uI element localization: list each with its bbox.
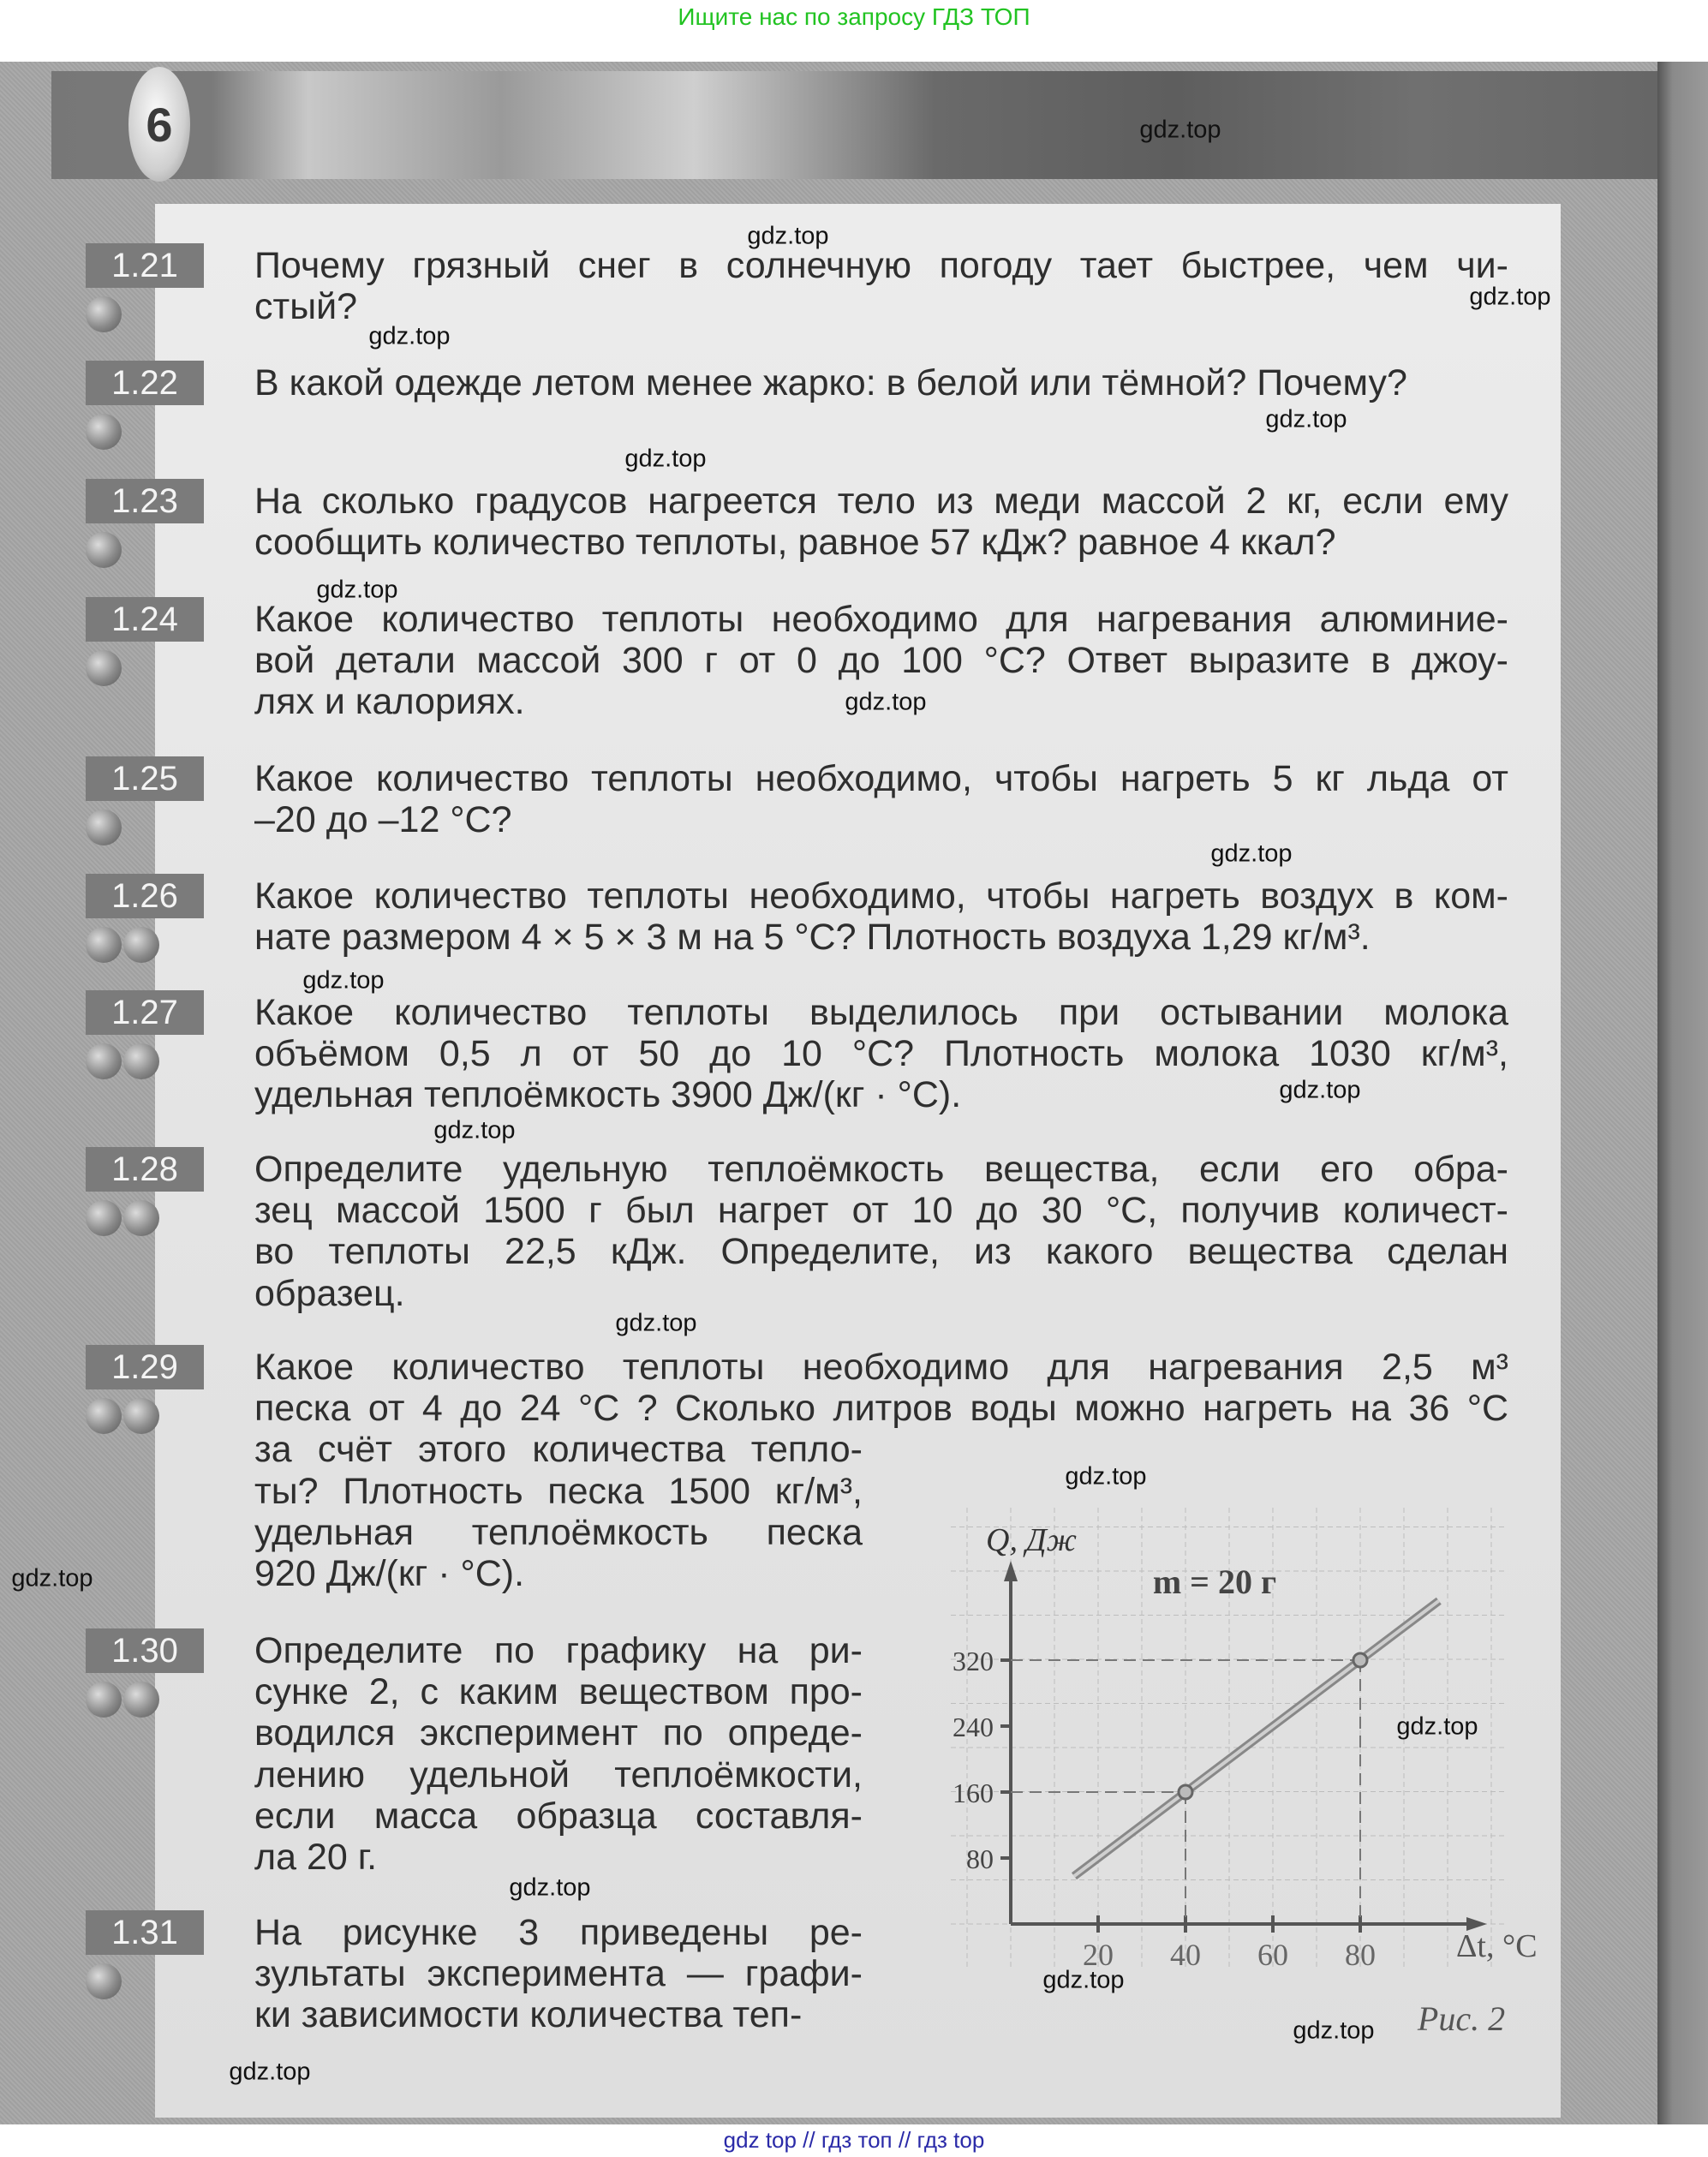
problem-number: 1.22 xyxy=(86,361,204,405)
problem-text-line: лях и калориях. xyxy=(254,681,525,723)
problem-number: 1.21 xyxy=(86,243,204,288)
series-line-highlight xyxy=(1074,1601,1439,1876)
problem-text-line: удельная теплоёмкость 3900 Дж/(кг · °С). xyxy=(254,1074,962,1116)
bottom-banner xyxy=(0,2124,1708,2157)
watermark: gdz.top xyxy=(302,966,385,995)
problem-number: 1.28 xyxy=(86,1147,204,1192)
y-axis-label: Q, Дж xyxy=(986,1522,1077,1558)
problem-text-line: удельная теплоёмкость песка xyxy=(254,1511,863,1553)
watermark: gdz.top xyxy=(1469,283,1551,311)
problem-number: 1.24 xyxy=(86,597,204,642)
problem-text-line: за счёт этого количества тепло- xyxy=(254,1429,863,1471)
watermark: gdz.top xyxy=(368,322,451,350)
problem-text-line: ла 20 г. xyxy=(254,1836,378,1878)
y-tick-label: 160 xyxy=(953,1778,994,1808)
figure-caption: Рис. 2 xyxy=(1417,1999,1506,2038)
y-tick-label: 320 xyxy=(953,1646,994,1676)
watermark: gdz.top xyxy=(1265,405,1347,433)
data-point xyxy=(1353,1653,1367,1667)
watermark: gdz.top xyxy=(1065,1462,1147,1491)
problem-text-line: 920 Дж/(кг · °С). xyxy=(254,1552,525,1594)
watermark: gdz.top xyxy=(1293,2017,1375,2045)
problem-number: 1.25 xyxy=(86,756,204,801)
problem-number: 1.31 xyxy=(86,1910,204,1955)
problem-text-line: зультаты эксперимента — графи- xyxy=(254,1953,863,1995)
data-point xyxy=(1179,1785,1192,1799)
watermark: gdz.top xyxy=(229,2058,311,2086)
problem-text-line: На рисунке 3 приведены ре- xyxy=(254,1912,863,1953)
problem-text-line: стый? xyxy=(254,286,358,328)
problem-text-line: образец. xyxy=(254,1272,405,1314)
problem-number: 1.29 xyxy=(86,1345,204,1389)
watermark: gdz.top xyxy=(1396,1712,1478,1741)
x-tick-label: 40 xyxy=(1170,1938,1201,1972)
problem-number: 1.27 xyxy=(86,990,204,1035)
problem-text-line: во теплоты 22,5 кДж. Определите, из какого вещества сделан xyxy=(254,1231,1508,1273)
y-tick-label: 80 xyxy=(966,1843,994,1874)
problem-text-line: ки зависимости количества теп- xyxy=(254,1994,803,2036)
watermark: gdz.top xyxy=(747,222,829,250)
bottom-banner-text: gdz top // гдз топ // гдз top xyxy=(723,2127,985,2153)
watermark: gdz.top xyxy=(1042,1966,1125,1994)
problem-text-line: зец массой 1500 г был нагрет от 10 до 30 °С, получив количест- xyxy=(254,1190,1508,1232)
chart-title: m = 20 г xyxy=(1152,1562,1277,1601)
x-tick-label: 20 xyxy=(1083,1938,1114,1972)
watermark: gdz.top xyxy=(845,688,927,716)
problem-text-line: Какое количество теплоты необходимо для нагревания алюминие- xyxy=(254,599,1508,640)
y-tick-label: 240 xyxy=(953,1712,994,1742)
problem-text-line: сунке 2, с каким веществом про- xyxy=(254,1671,863,1713)
problem-text-line: песка от 4 до 24 °С ? Сколько литров воды можно нагреть на 36 °С xyxy=(254,1388,1508,1430)
problem-text-line: нате размером 4 × 5 × 3 м на 5 °С? Плотность воздуха 1,29 кг/м³. xyxy=(254,917,1371,959)
problem-text-line: Какое количество теплоты необходимо, чтобы нагреть 5 кг льда от xyxy=(254,758,1508,799)
problem-text-line: вой детали массой 300 г от 0 до 100 °С? Ответ выразите в джоу- xyxy=(254,640,1508,682)
problem-text-line: если масса образца составля- xyxy=(254,1795,863,1837)
watermark: gdz.top xyxy=(1210,839,1293,868)
problem-text-line: На сколько градусов нагреется тело из меди массой 2 кг, если ему xyxy=(254,481,1508,522)
watermark: gdz.top xyxy=(316,576,398,604)
problem-number: 1.26 xyxy=(86,874,204,918)
problem-text-line: водился эксперимент по опреде- xyxy=(254,1712,863,1754)
problem-text-line: Какое количество теплоты необходимо для нагревания 2,5 м³ xyxy=(254,1347,1508,1388)
problem-text-line: объёмом 0,5 л от 50 до 10 °С? Плотность молока 1030 кг/м³, xyxy=(254,1033,1508,1075)
problem-text-line: Определите по графику на ри- xyxy=(254,1630,863,1671)
watermark: gdz.top xyxy=(1279,1076,1361,1104)
watermark: gdz.top xyxy=(433,1116,516,1144)
chapter-badge: 6 xyxy=(128,67,190,182)
watermark: gdz.top xyxy=(509,1873,591,1902)
problem-text-line: сообщить количество теплоты, равное 57 кДж? равное 4 ккал? xyxy=(254,522,1336,564)
x-tick-label: 60 xyxy=(1257,1938,1288,1972)
watermark: gdz.top xyxy=(624,445,707,473)
problem-text-line: Какое количество теплоты выделилось при остывании молока xyxy=(254,992,1508,1033)
watermark: gdz.top xyxy=(11,1564,93,1592)
top-banner-text: Ищите нас по запросу ГДЗ ТОП xyxy=(678,3,1030,30)
problem-text-line: Какое количество теплоты необходимо, чтобы нагреть воздух в ком- xyxy=(254,875,1508,917)
problem-text-line: ты? Плотность песка 1500 кг/м³, xyxy=(254,1470,863,1512)
problem-text-line: В какой одежде летом менее жарко: в белой или тёмной? Почему? xyxy=(254,362,1407,403)
problem-text-line: Определите удельную теплоёмкость вещества, если его обра- xyxy=(254,1149,1508,1190)
watermark: gdz.top xyxy=(615,1309,697,1337)
problem-number: 1.23 xyxy=(86,479,204,523)
problem-text-line: Почему грязный снег в солнечную погоду тает быстрее, чем чи- xyxy=(254,245,1508,286)
problem-text-line: –20 до –12 °С? xyxy=(254,799,512,841)
x-axis-label: Δt, °С xyxy=(1456,1928,1538,1964)
watermark: gdz.top xyxy=(1139,116,1221,144)
problem-text-line: лению удельной теплоёмкости, xyxy=(254,1754,863,1796)
problem-number: 1.30 xyxy=(86,1628,204,1673)
x-tick-label: 80 xyxy=(1345,1938,1376,1972)
